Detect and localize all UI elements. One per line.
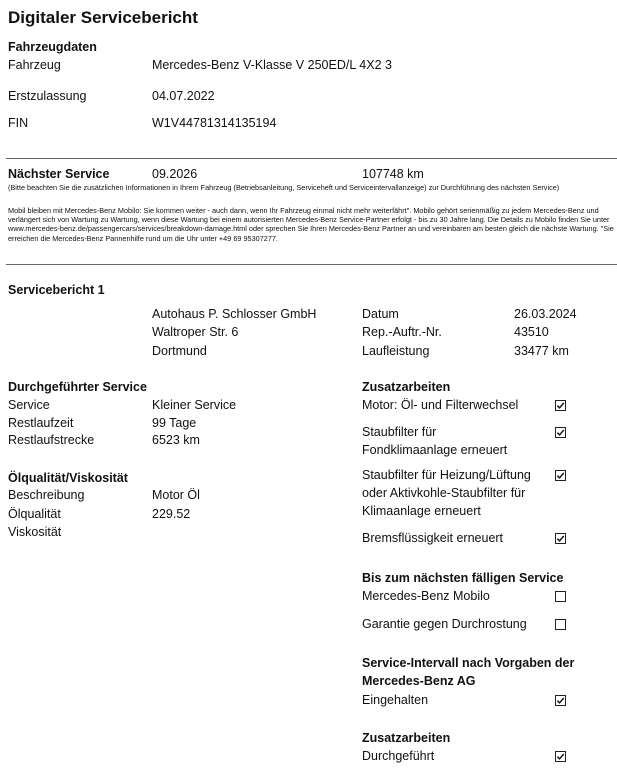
check-icon [556, 696, 565, 705]
vehicle-heading: Fahrzeugdaten [8, 40, 97, 54]
extra-work-item-label: Fondklimaanlage erneuert [362, 443, 508, 457]
check-icon [556, 471, 565, 480]
rust-warranty-label: Garantie gegen Durchrostung [362, 617, 527, 631]
interval-heading: Service-Intervall nach Vorgaben der [362, 656, 575, 670]
divider [6, 158, 617, 159]
oil-heading: Ölqualität/Viskosität [8, 471, 128, 485]
order-number-value: 43510 [514, 325, 549, 339]
interval-heading: Mercedes-Benz AG [362, 674, 476, 688]
oil-quality-value: 229.52 [152, 507, 191, 521]
extra-work-item-label: Motor: Öl- und Filterwechsel [362, 398, 519, 412]
mobilo-info-text: Mobil bleiben mit Mercedes-Benz Mobilo: Sie kommen weiter - auch dann, wenn Ihr Fahrzeug einmal nicht mehr weiterfährt". Mobilo gehört serienmäßig zu jedem Mercedes-Benz und verlängert sich von Wartung zu Wartung, wenn diese Wartung bei einem autorisierten Mercedes-Benz Service-Partner erfolgt - bis zu 30 Jahre lang. Die Details zu Mobilo finden Sie unter www.mercedes-benz.de/passengercars/services/breakdown-damage.html oder sprechen Sie Ihren Mercedes-Benz Partner an und vereinbaren am besten gleich die nächste Wartung. "Sie erreichen die Mercedes-Benz Pannenhilfe rund um die Uhr unter +49 69 95307277. [8, 206, 614, 243]
cabin-filter-checkbox[interactable] [555, 470, 566, 481]
check-icon [556, 401, 565, 410]
mileage-label: Laufleistung [362, 344, 430, 358]
brake-fluid-checkbox[interactable] [555, 533, 566, 544]
mileage-value: 33477 km [514, 344, 569, 358]
extra-work-done-label: Durchgeführt [362, 749, 435, 763]
oil-description-value: Motor Öl [152, 488, 200, 502]
vehicle-label: Fahrzeug [8, 58, 61, 72]
divider [6, 264, 617, 265]
remaining-distance-value: 6523 km [152, 433, 200, 447]
fin-value: W1V44781314135194 [152, 116, 277, 130]
extra-work-item-label: Staubfilter für Heizung/Lüftung [362, 468, 531, 482]
oil-quality-label: Ölqualität [8, 507, 61, 521]
oil-description-label: Beschreibung [8, 488, 85, 502]
rear-ac-filter-checkbox[interactable] [555, 427, 566, 438]
check-icon [556, 428, 565, 437]
dealer-name: Autohaus P. Schlosser GmbH [152, 307, 317, 321]
viscosity-label: Viskosität [8, 525, 62, 539]
remaining-time-value: 99 Tage [152, 416, 197, 430]
until-next-heading: Bis zum nächsten fälligen Service [362, 571, 564, 585]
mobilo-checkbox[interactable] [555, 591, 566, 602]
extra-work-item-label: oder Aktivkohle-Staubfilter für [362, 486, 526, 500]
interval-kept-checkbox[interactable] [555, 695, 566, 706]
extra-work-item-label: Staubfilter für [362, 425, 437, 439]
rust-warranty-checkbox[interactable] [555, 619, 566, 630]
performed-service-heading: Durchgeführter Service [8, 380, 147, 394]
extra-work-done-checkbox[interactable] [555, 751, 566, 762]
extra-work-2-heading: Zusatzarbeiten [362, 731, 451, 745]
report-heading: Servicebericht 1 [8, 283, 105, 297]
oil-filter-checkbox[interactable] [555, 400, 566, 411]
page-title: Digitaler Servicebericht [8, 8, 198, 27]
extra-work-item-label: Bremsflüssigkeit erneuert [362, 531, 504, 545]
extra-work-item-label: Klimaanlage erneuert [362, 504, 481, 518]
next-service-label: Nächster Service [8, 167, 110, 181]
next-service-km: 107748 km [362, 167, 424, 181]
dealer-city: Dortmund [152, 344, 207, 358]
check-icon [556, 752, 565, 761]
remaining-distance-label: Restlaufstrecke [8, 433, 95, 447]
first-registration-label: Erstzulassung [8, 89, 87, 103]
interval-kept-label: Eingehalten [362, 693, 429, 707]
vehicle-value: Mercedes-Benz V-Klasse V 250ED/L 4X2 3 [152, 58, 392, 72]
order-number-label: Rep.-Auftr.-Nr. [362, 325, 442, 339]
date-label: Datum [362, 307, 399, 321]
first-registration-value: 04.07.2022 [152, 89, 215, 103]
extra-work-heading: Zusatzarbeiten [362, 380, 451, 394]
fin-label: FIN [8, 116, 29, 130]
next-service-note: (Bitte beachten Sie die zusätzlichen Informationen in Ihrem Fahrzeug (Betriebsanleitung, Serviceheft und Serviceintervallanzeige) zur Durchführung des nächsten Service) [8, 183, 560, 192]
check-icon [556, 534, 565, 543]
next-service-date: 09.2026 [152, 167, 198, 181]
dealer-street: Waltroper Str. 6 [152, 325, 239, 339]
remaining-time-label: Restlaufzeit [8, 416, 74, 430]
service-value: Kleiner Service [152, 398, 237, 412]
date-value: 26.03.2024 [514, 307, 577, 321]
mobilo-label: Mercedes-Benz Mobilo [362, 589, 490, 603]
service-label: Service [8, 398, 50, 412]
